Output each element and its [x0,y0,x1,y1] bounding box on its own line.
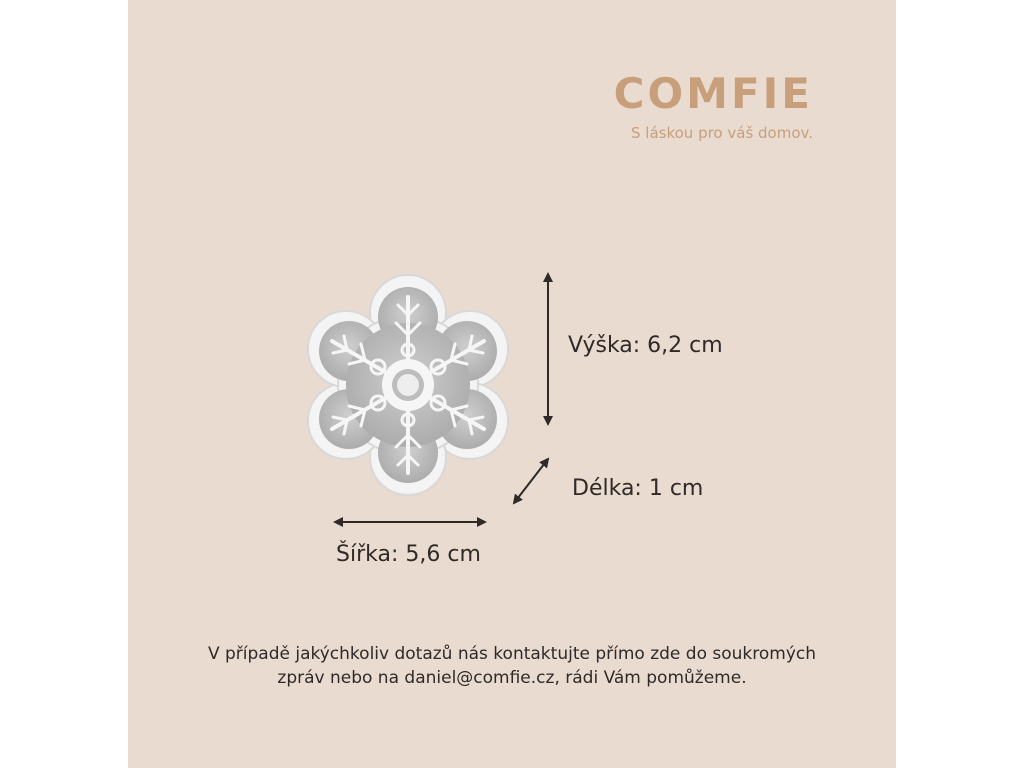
depth-arrow [514,459,548,503]
product-dimensions-panel [128,0,896,768]
brand-tagline: S láskou pro váš domov. [631,124,813,142]
width-label: Šířka: 5,6 cm [336,542,481,567]
brand-name: COMFIE [613,69,813,118]
height-label: Výška: 6,2 cm [568,333,723,358]
depth-label: Délka: 1 cm [572,476,704,501]
snowflake-cookie-cutter-image [308,275,508,495]
contact-note: V případě jakýchkoliv dotazů nás kontaktujte přímo zde do soukromých zpráv nebo na daniel@comfie.cz, rádi Vám pomůžeme. [207,644,817,688]
